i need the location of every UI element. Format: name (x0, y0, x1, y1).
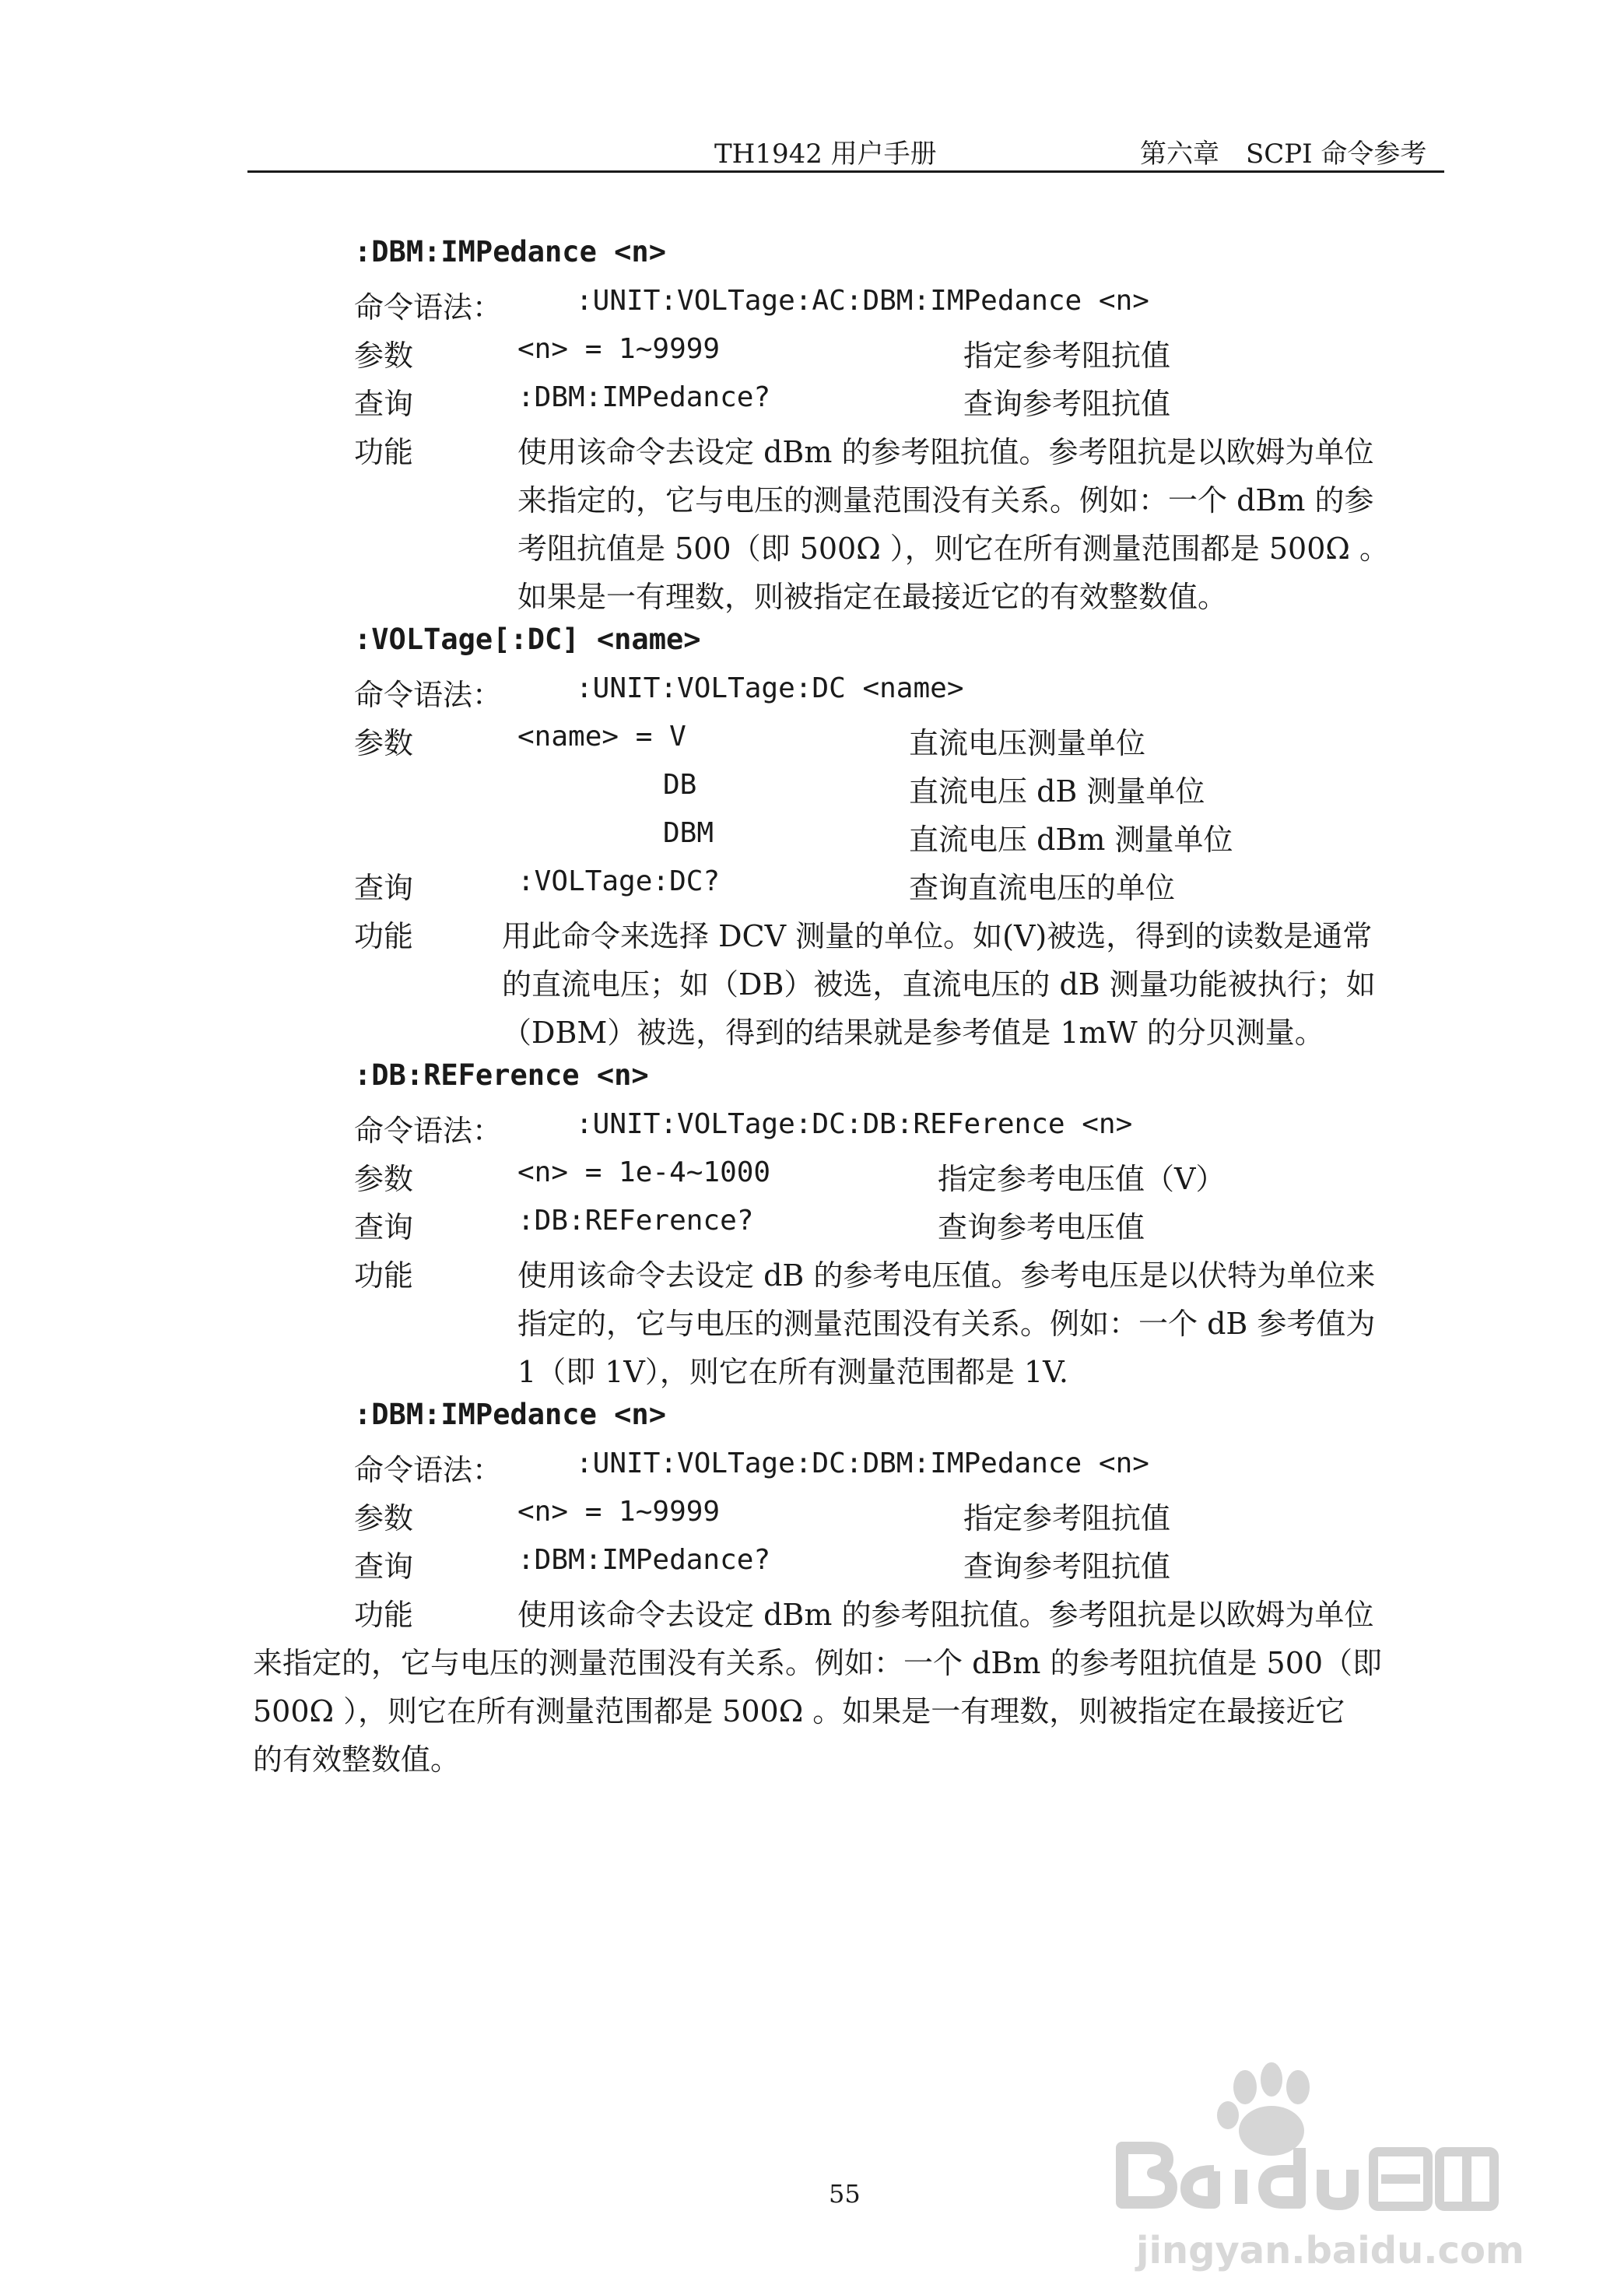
syntax-value: :UNIT:VOLTage:DC:DB:REFerence <n> (576, 1108, 1133, 1140)
page-number: 55 (829, 2179, 861, 2209)
query-desc: 查询参考阻抗值 (963, 387, 1171, 421)
param-label: 参数 (354, 726, 414, 760)
section-heading: :DB:REFerence <n> (354, 1058, 649, 1092)
query-desc: 查询直流电压的单位 (909, 871, 1176, 905)
param-value: DBM (663, 817, 714, 849)
query-label: 查询 (354, 1210, 414, 1244)
param-value: <n> = 1~9999 (517, 333, 721, 365)
param-value: <name> = V (517, 721, 686, 753)
function-line: 使用该命令去设定 dB 的参考电压值。参考电压是以伏特为单位来 (517, 1258, 1376, 1293)
param-value: <n> = 1~9999 (517, 1496, 721, 1528)
query-value: :DBM:IMPedance? (517, 1544, 771, 1576)
function-line: 如果是一有理数，则被指定在最接近它的有效整数值。 (517, 580, 1228, 614)
param-desc: 直流电压 dBm 测量单位 (909, 823, 1233, 857)
header-title: TH1942 用户手册 (714, 139, 937, 170)
function-line: 1（即 1V），则它在所有测量范围都是 1V. (517, 1355, 1069, 1389)
function-line: 来指定的，它与电压的测量范围没有关系。例如：一个 dBm 的参 (517, 483, 1374, 518)
param-label: 参数 (354, 339, 414, 373)
baidu-watermark-icon (1105, 2055, 1603, 2288)
function-label: 功能 (354, 1258, 414, 1293)
query-label: 查询 (354, 871, 414, 905)
section-heading: :VOLTage[:DC] <name> (354, 623, 701, 656)
syntax-label: 命令语法： (354, 678, 503, 712)
param-desc: 指定参考阻抗值 (963, 339, 1171, 373)
function-line: 的有效整数值。 (253, 1742, 461, 1777)
function-line: 来指定的，它与电压的测量范围没有关系。例如：一个 dBm 的参考阻抗值是 500（即 (253, 1646, 1383, 1680)
function-line: 500Ω ），则它在所有测量范围都是 500Ω 。如果是一有理数，则被指定在最接近它 (253, 1694, 1345, 1728)
syntax-label: 命令语法： (354, 290, 503, 325)
param-desc: 指定参考电压值（V） (938, 1162, 1226, 1196)
function-label: 功能 (354, 919, 414, 953)
query-desc: 查询参考阻抗值 (963, 1549, 1171, 1584)
function-line: 使用该命令去设定 dBm 的参考阻抗值。参考阻抗是以欧姆为单位 (517, 1598, 1374, 1632)
function-line: 使用该命令去设定 dBm 的参考阻抗值。参考阻抗是以欧姆为单位 (517, 435, 1374, 469)
section-heading: :DBM:IMPedance <n> (354, 1398, 666, 1431)
function-line: （DBM）被选，得到的结果就是参考值是 1mW 的分贝测量。 (502, 1016, 1324, 1050)
header-chapter: 第六章 SCPI 命令参考 (1140, 139, 1427, 170)
query-value: :DB:REFerence? (517, 1205, 754, 1237)
function-label: 功能 (354, 435, 414, 469)
query-value: :VOLTage:DC? (517, 865, 721, 897)
watermark-url: jingyan.baidu.com (1136, 2229, 1524, 2272)
query-desc: 查询参考电压值 (938, 1210, 1145, 1244)
function-label: 功能 (354, 1598, 414, 1632)
param-desc: 指定参考阻抗值 (963, 1501, 1171, 1535)
header-rule (247, 170, 1444, 173)
syntax-label: 命令语法： (354, 1453, 503, 1487)
syntax-value: :UNIT:VOLTage:DC <name> (576, 672, 964, 704)
function-line: 考阻抗值是 500（即 500Ω ），则它在所有测量范围都是 500Ω 。 (517, 532, 1390, 566)
param-value: <n> = 1e-4~1000 (517, 1156, 771, 1188)
function-line: 用此命令来选择 DCV 测量的单位。如(V)被选，得到的读数是通常 (502, 919, 1373, 953)
function-line: 指定的，它与电压的测量范围没有关系。例如：一个 dB 参考值为 (517, 1307, 1376, 1341)
function-line: 的直流电压；如（DB）被选，直流电压的 dB 测量功能被执行；如 (502, 967, 1376, 1002)
param-desc: 直流电压 dB 测量单位 (909, 774, 1205, 809)
query-label: 查询 (354, 387, 414, 421)
syntax-value: :UNIT:VOLTage:AC:DBM:IMPedance <n> (576, 285, 1149, 317)
param-label: 参数 (354, 1501, 414, 1535)
param-label: 参数 (354, 1162, 414, 1196)
query-label: 查询 (354, 1549, 414, 1584)
syntax-label: 命令语法： (354, 1114, 503, 1148)
query-value: :DBM:IMPedance? (517, 381, 771, 413)
section-heading: :DBM:IMPedance <n> (354, 235, 666, 268)
syntax-value: :UNIT:VOLTage:DC:DBM:IMPedance <n> (576, 1448, 1149, 1479)
param-value: DB (663, 769, 697, 801)
param-desc: 直流电压测量单位 (909, 726, 1146, 760)
